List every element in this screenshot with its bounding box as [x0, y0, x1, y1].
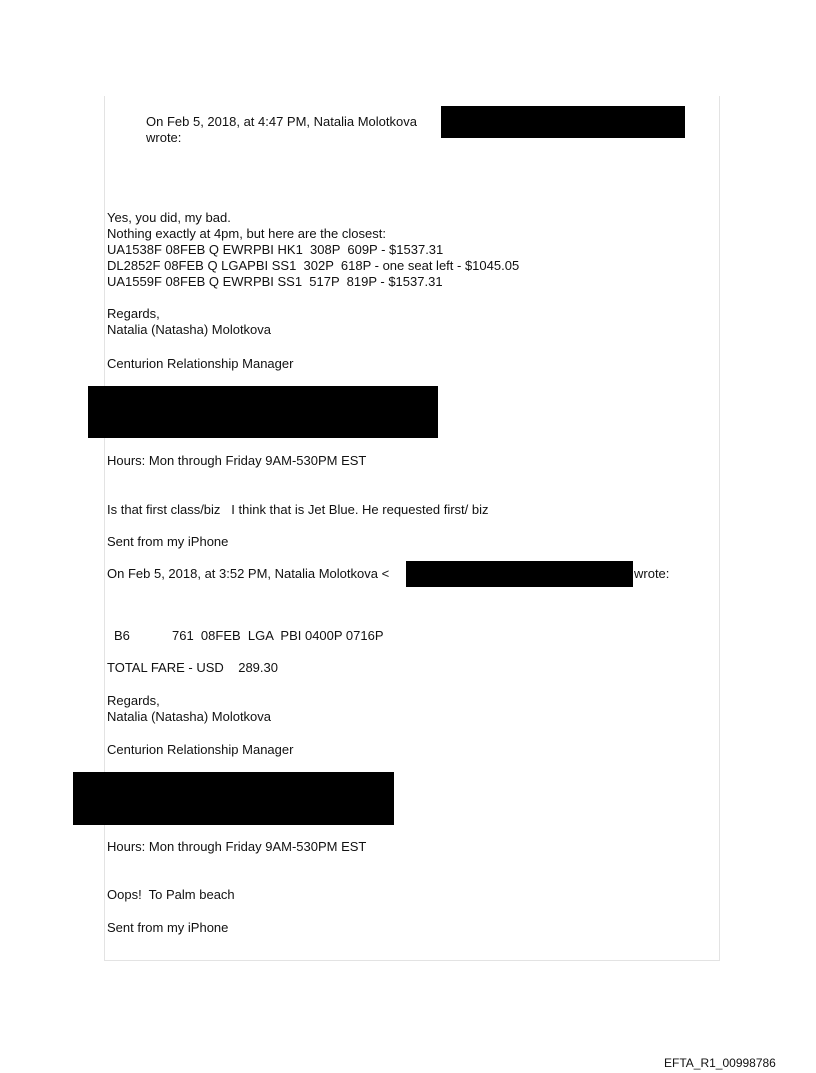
flight-option-line: UA1559F 08FEB Q EWRPBI SS1 517P 819P - $1537.31 [107, 274, 443, 289]
signature-hours: Hours: Mon through Friday 9AM-530PM EST [107, 839, 367, 854]
signature-hours: Hours: Mon through Friday 9AM-530PM EST [107, 453, 367, 468]
flight-option-line: UA1538F 08FEB Q EWRPBI HK1 308P 609P - $1537.31 [107, 242, 444, 257]
signature-name: Natalia (Natasha) Molotkova [107, 322, 272, 337]
signature-title: Centurion Relationship Manager [107, 742, 294, 757]
signature-regards: Regards, [107, 306, 160, 321]
signature-title: Centurion Relationship Manager [107, 356, 294, 371]
signature-regards: Regards, [107, 693, 160, 708]
message-text: Oops! To Palm beach [107, 887, 235, 902]
redaction-block [88, 386, 438, 438]
redaction-block [406, 561, 633, 587]
flight-carrier: B6 [114, 628, 130, 643]
sent-from-iphone: Sent from my iPhone [107, 534, 229, 549]
redaction-block [441, 106, 685, 138]
flight-option-line: DL2852F 08FEB Q LGAPBI SS1 302P 618P - one seat left - $1045.05 [107, 258, 520, 273]
sent-from-iphone: Sent from my iPhone [107, 920, 229, 935]
document-id: EFTA_R1_00998786 [664, 1056, 776, 1070]
quote-header-wrote: wrote: [146, 130, 182, 145]
quote-header-line: On Feb 5, 2018, at 3:52 PM, Natalia Molotkova < [107, 566, 390, 581]
quote-header-wrote: wrote: [634, 566, 670, 581]
quote-header-line: On Feb 5, 2018, at 4:47 PM, Natalia Molotkova [146, 114, 417, 129]
signature-name: Natalia (Natasha) Molotkova [107, 709, 272, 724]
flight-details: 761 08FEB LGA PBI 0400P 0716P [172, 628, 384, 643]
redaction-block [73, 772, 394, 825]
reply-line: Yes, you did, my bad. [107, 210, 231, 225]
message-text: Is that first class/biz I think that is Jet Blue. He requested first/ biz [107, 502, 489, 517]
total-fare: TOTAL FARE - USD 289.30 [107, 660, 278, 675]
reply-line: Nothing exactly at 4pm, but here are the closest: [107, 226, 386, 241]
